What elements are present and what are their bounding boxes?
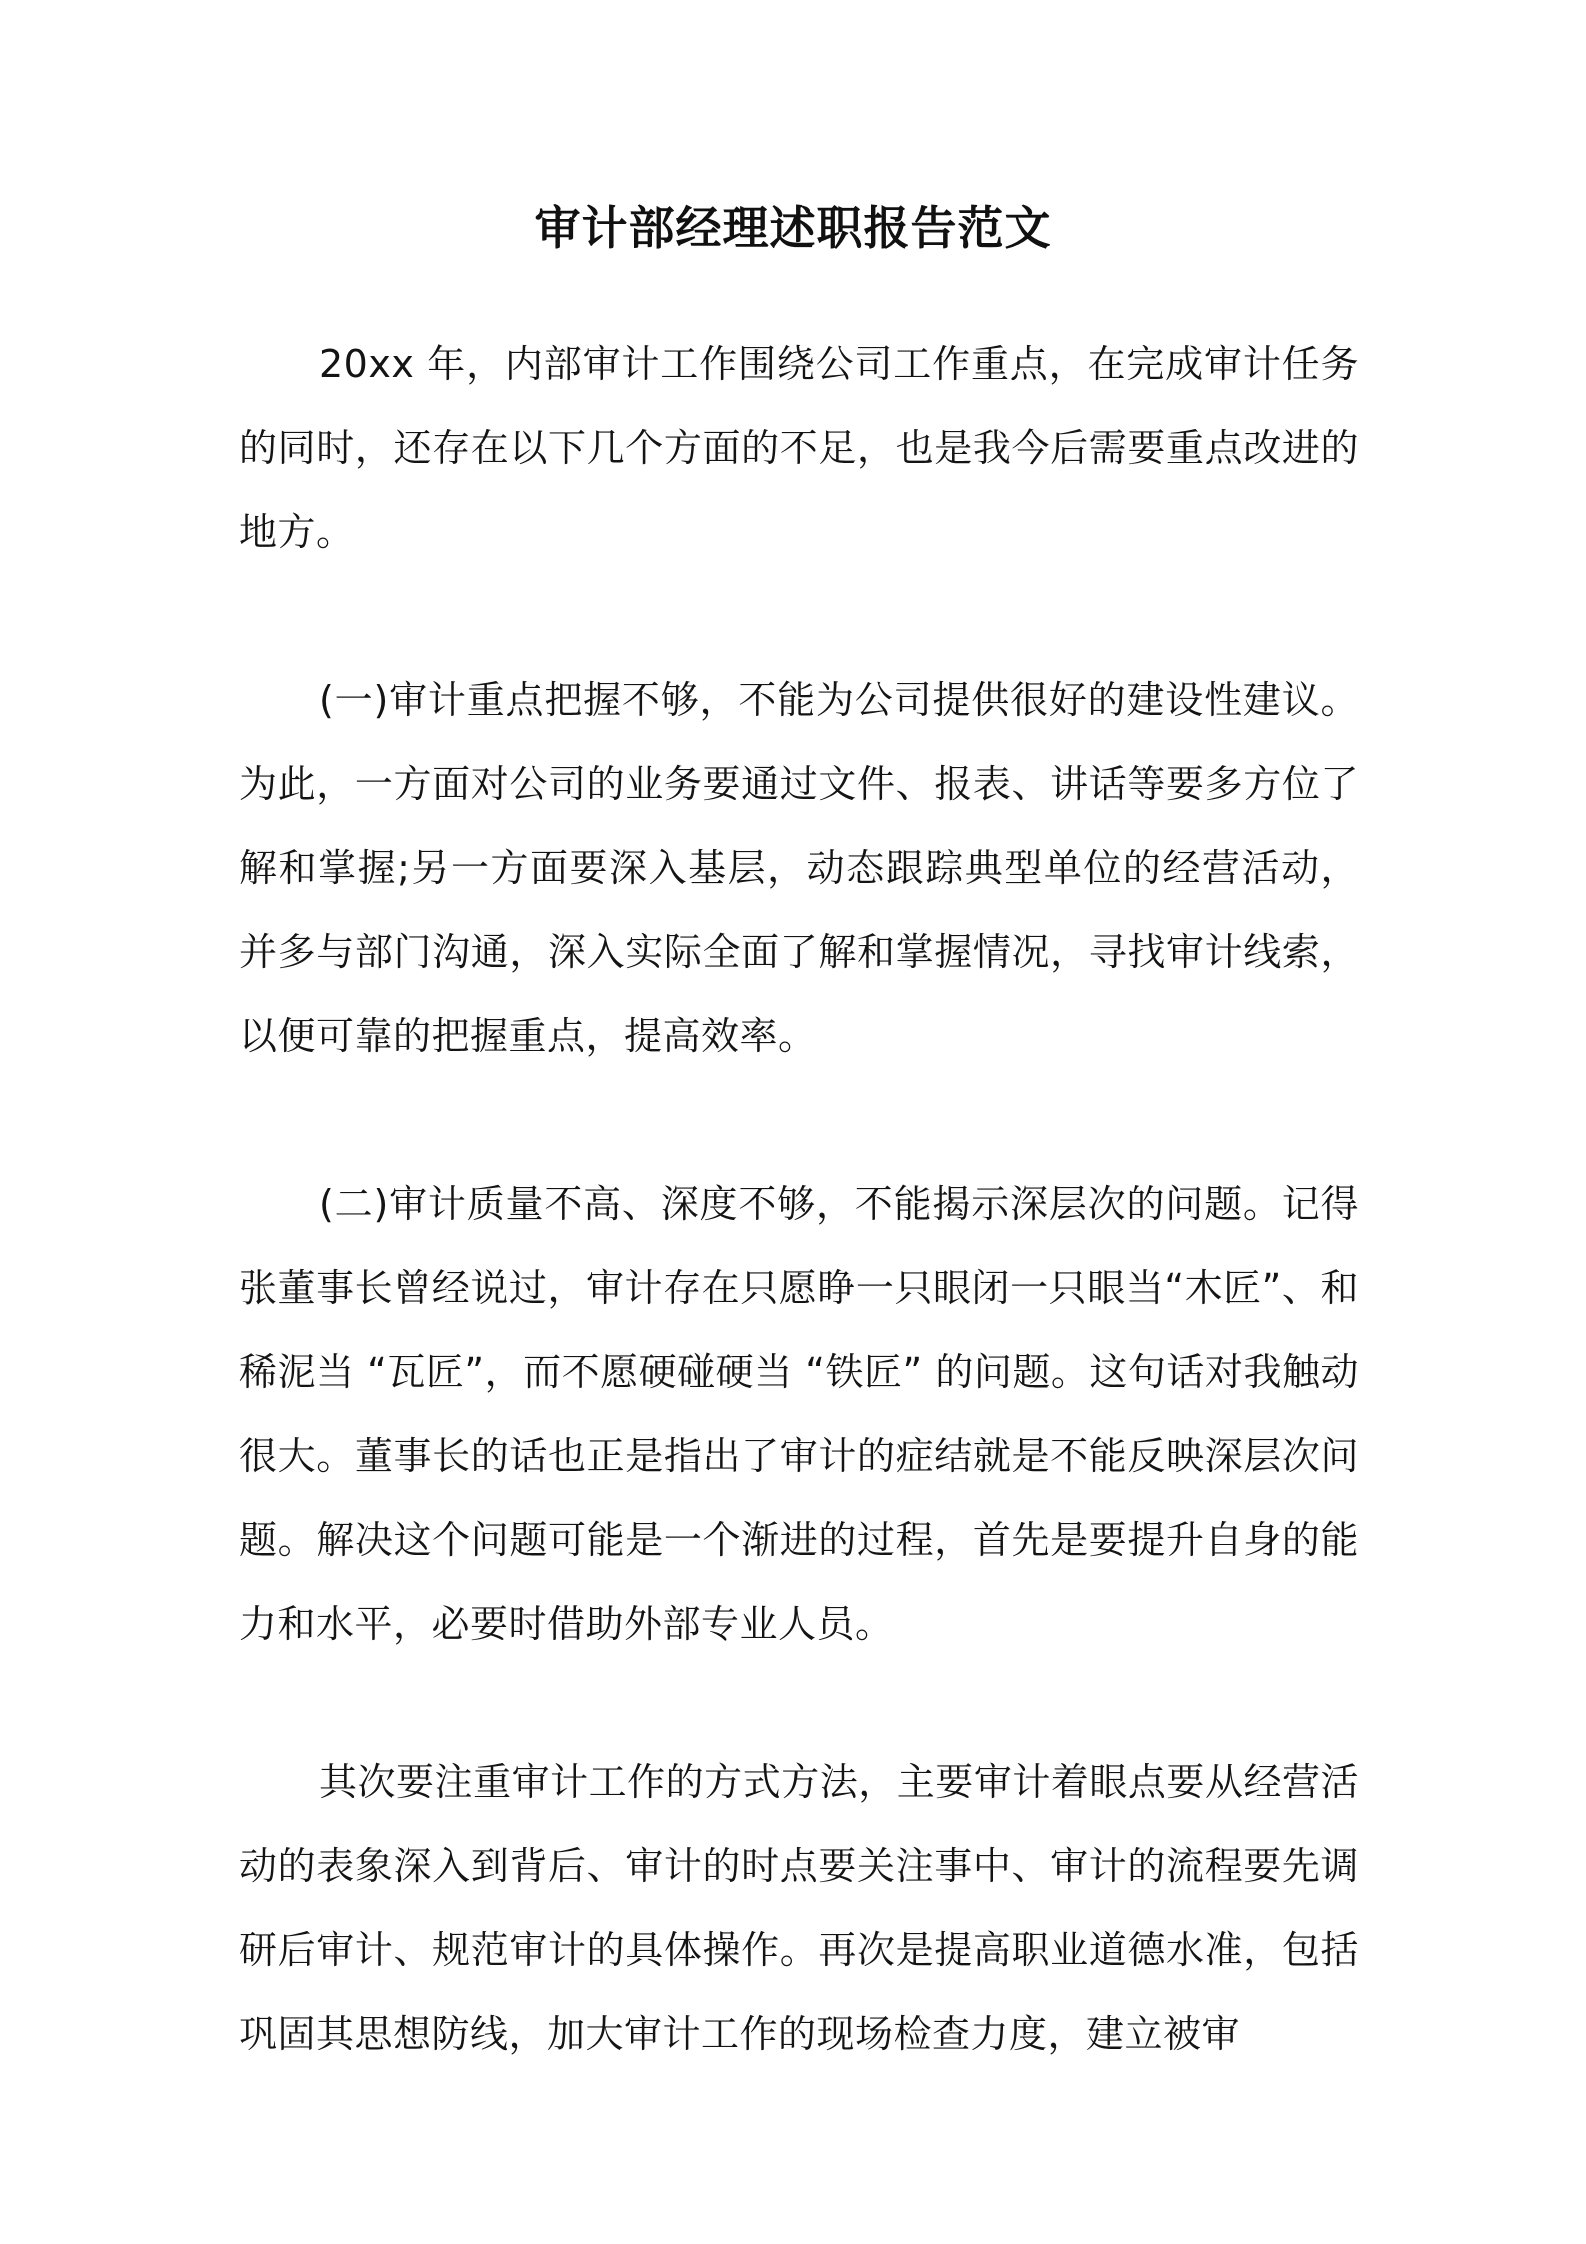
paragraph-methods: 其次要注重审计工作的方式方法，主要审计着眼点要从经营活动的表象深入到背后、审计的时点要关注事中、审计的流程要先调研后审计、规范审计的具体操作。再次是提高职业道德水准，包括巩固其思想防线，加大审计工作的现场检查力度，建立被审	[239, 1760, 1359, 2056]
paragraph-point-two: (二)审计质量不高、深度不够，不能揭示深层次的问题。记得张董事长曾经说过，审计存在只愿睁一只眼闭一只眼当“木匠”、和稀泥当 “瓦匠”，而不愿硬碰硬当 “铁匠” 的问题。这句话对我触动很大。董事长的话也正是指出了审计的症结就是不能反映深层次问题。解决这个问题可能是一个渐进的过程，首先是要提升自身的能力和水平，必要时借助外部专业人员。	[239, 1182, 1359, 1646]
document-title: 审计部经理述职报告范文	[534, 201, 1052, 255]
paragraph-intro: 20xx 年，内部审计工作围绕公司工作重点，在完成审计任务的同时，还存在以下几个方面的不足，也是我今后需要重点改进的地方。	[239, 342, 1359, 554]
paragraph-point-one: (一)审计重点把握不够，不能为公司提供很好的建设性建议。为此，一方面对公司的业务要通过文件、报表、讲话等要多方位了解和掌握;另一方面要深入基层，动态跟踪典型单位的经营活动，并多与部门沟通，深入实际全面了解和掌握情况，寻找审计线索，以便可靠的把握重点，提高效率。	[239, 678, 1359, 1058]
